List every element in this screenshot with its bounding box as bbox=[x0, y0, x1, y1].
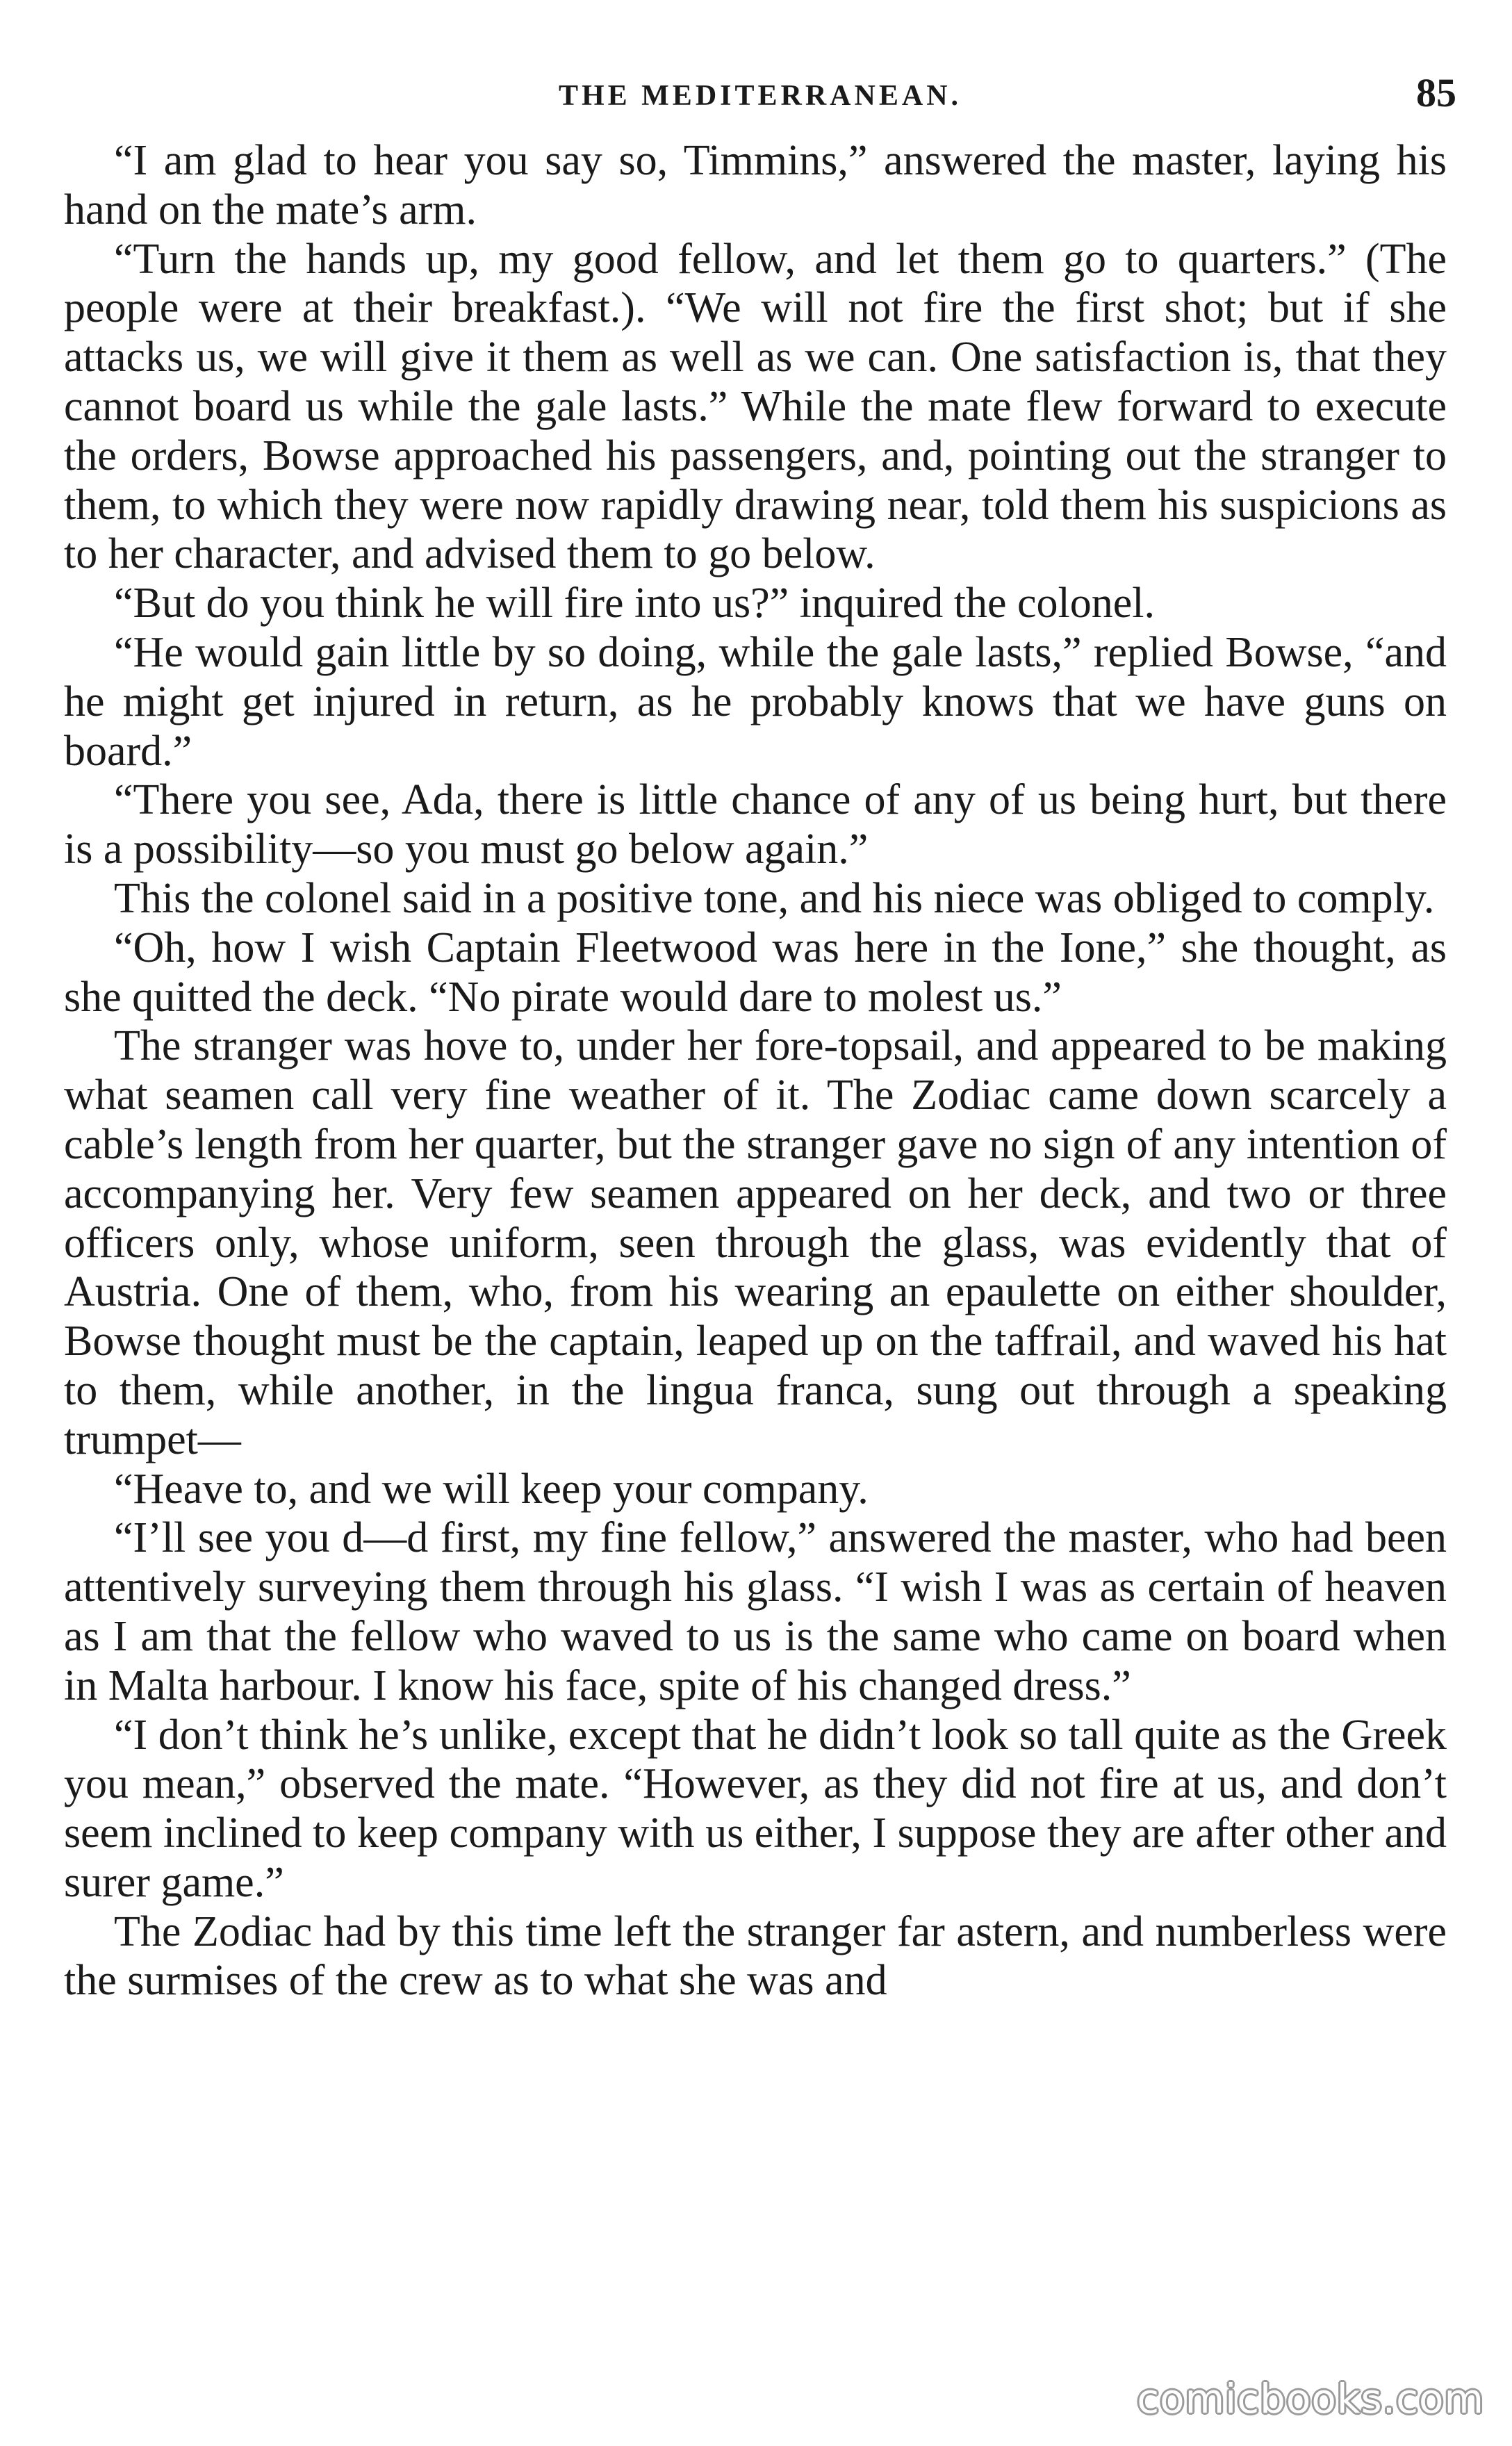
paragraph: “I’ll see you d—d first, my fine fellow,” answered the master, who had been attentively surveying them through his glass. “I wish I was as certain of heaven as I am that the fellow who waved to us is the same who came on board when in Malta harbour. I know his face, spite of his changed dress.” bbox=[64, 1514, 1447, 1709]
paragraph: “I don’t think he’s unlike, except that he didn’t look so tall quite as the Greek you mean,” observed the mate. “However, as they did not fire at us, and don’t seem inclined to keep company with us either, I suppose they are after other and surer game.” bbox=[64, 1711, 1447, 1906]
body-text bbox=[64, 136, 1447, 2005]
paragraph: “Oh, how I wish Captain Fleetwood was here in the Ione,” she thought, as she quitted the deck. “No pirate would dare to molest us.” bbox=[64, 924, 1447, 1021]
paragraph: “But do you think he will fire into us?” inquired the colonel. bbox=[114, 580, 1156, 627]
running-title: THE MEDITERRANEAN. bbox=[558, 80, 962, 112]
page-number: 85 bbox=[1416, 70, 1456, 115]
paragraph: The stranger was hove to, under her fore-topsail, and appeared to be making what seamen call very fine weather of it. The Zodiac came down scarcely a cable’s length from her quarter, but the stranger gave no sign of any intention of accompanying her. Very few seamen appeared on her deck, and two or three officers only, whose uniform, seen through the glass, was evidently that of Austria. One of them, who, from his wearing an epaulette on either shoulder, Bowse thought must be the captain, leaped up on the taffrail, and waved his hat to them, while another, in the lingua franca, sung out through a speaking trumpet— bbox=[64, 1022, 1447, 1463]
paragraph: “Turn the hands up, my good fellow, and let them go to quarters.” (The people were at their breakfast.). “We will not fire the first shot; but if she attacks us, we will give it them as well as we can. One satisfaction is, that they cannot board us while the gale lasts.” While the mate flew forward to execute the orders, Bowse approached his passengers, and, pointing out the stranger to them, to which they were now rapidly drawing near, told them his suspicions as to her character, and advised them to go below. bbox=[64, 235, 1447, 578]
running-head bbox=[64, 69, 1456, 118]
paragraph: This the colonel said in a positive tone, and his niece was obliged to comply. bbox=[114, 874, 1435, 922]
watermark: comicbooks.com bbox=[1137, 2375, 1484, 2422]
paragraph: The Zodiac had by this time left the stranger far astern, and numberless were the surmises of the crew as to what she was and bbox=[64, 1907, 1447, 2005]
paragraph: “There you see, Ada, there is little chance of any of us being hurt, but there is a possibility—so you must go below again.” bbox=[64, 776, 1447, 873]
paragraph: “He would gain little by so doing, while the gale lasts,” replied Bowse, “and he might get injured in return, as he probably knows that we have guns on board.” bbox=[64, 628, 1447, 775]
paragraph: “Heave to, and we will keep your company. bbox=[114, 1465, 869, 1513]
paragraph: “I am glad to hear you say so, Timmins,” answered the master, laying his hand on the mate’s arm. bbox=[64, 137, 1447, 233]
